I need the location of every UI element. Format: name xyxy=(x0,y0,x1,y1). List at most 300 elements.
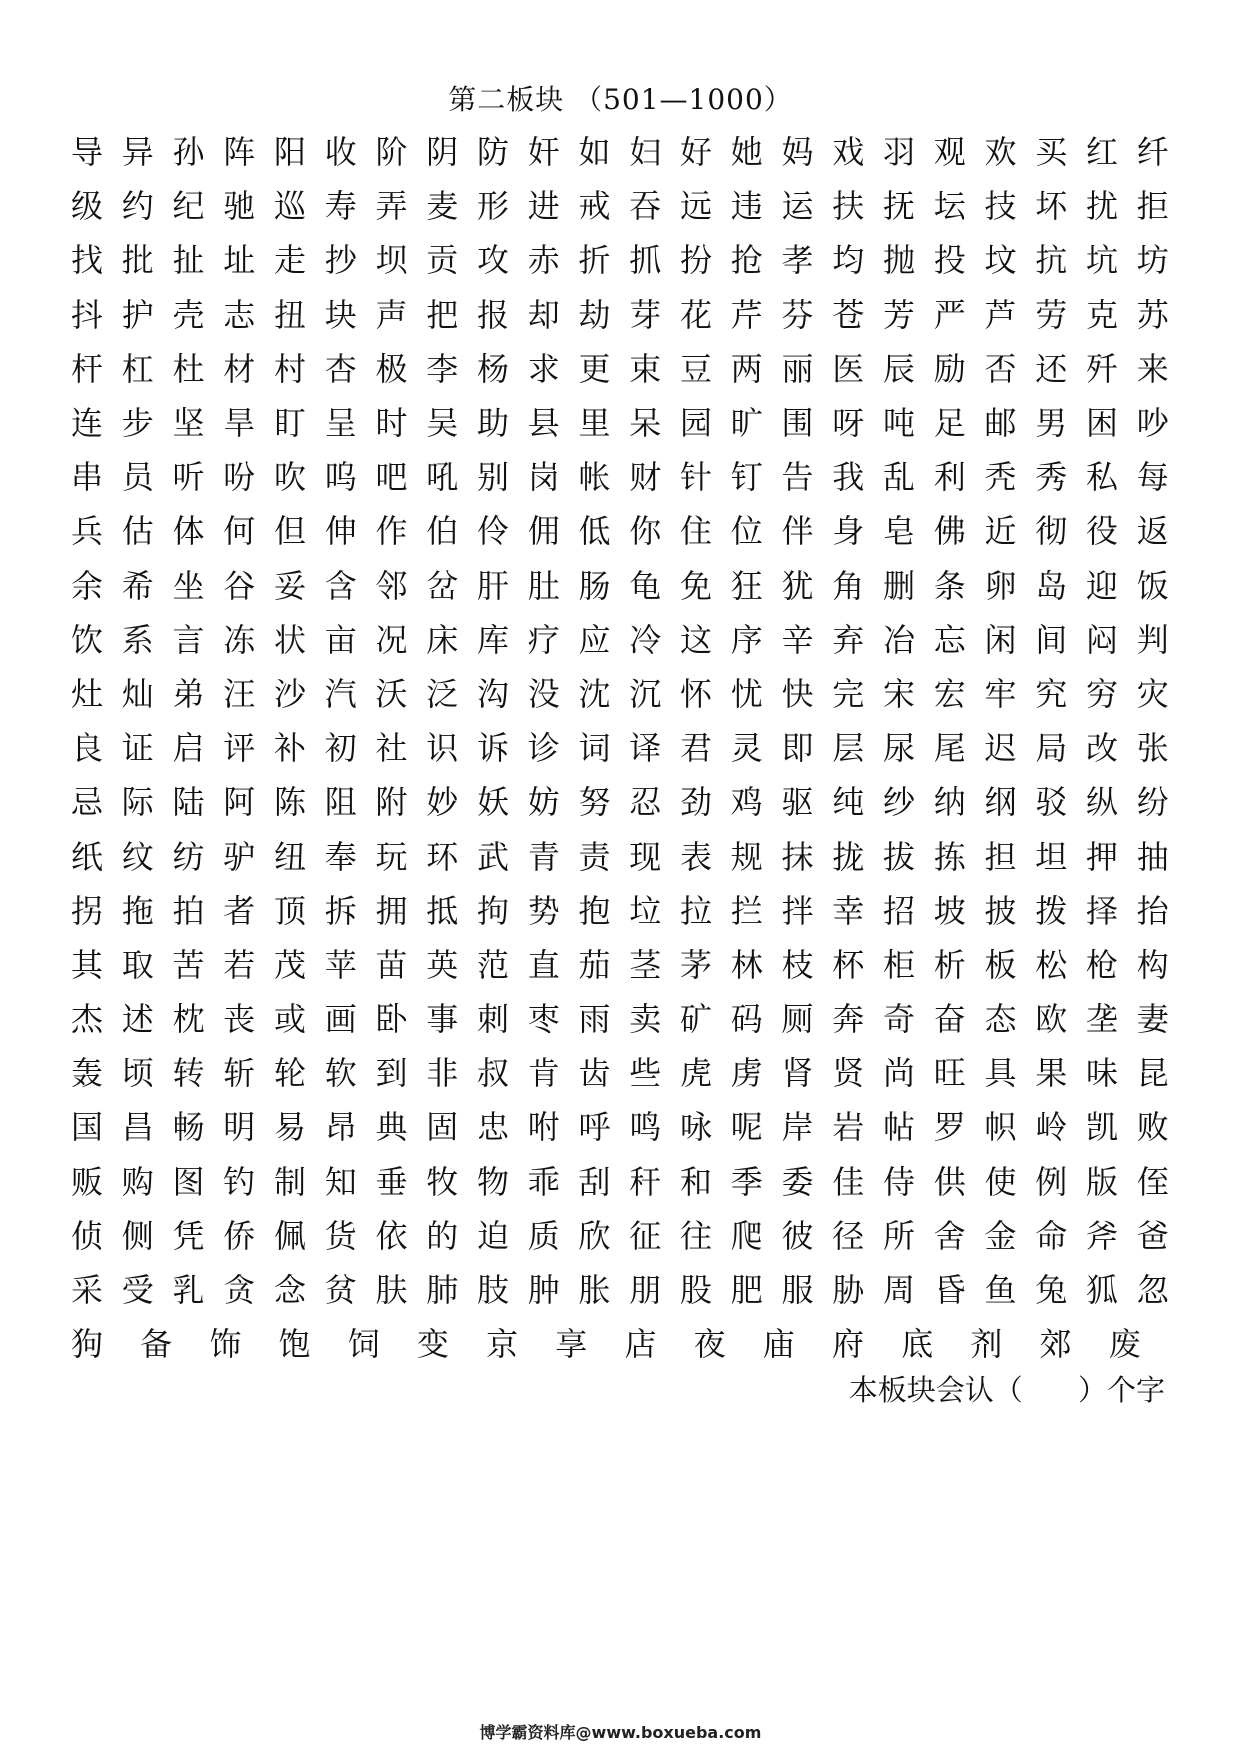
hanzi-char: 虏 xyxy=(730,1054,763,1093)
hanzi-char: 述 xyxy=(121,1000,154,1039)
hanzi-char: 昆 xyxy=(1136,1054,1169,1093)
hanzi-char: 招 xyxy=(882,891,915,930)
hanzi-char: 坚 xyxy=(172,404,205,443)
hanzi-char: 亩 xyxy=(324,620,357,659)
hanzi-char: 旱 xyxy=(223,404,256,443)
hanzi-char: 犹 xyxy=(781,566,814,605)
hanzi-char: 爬 xyxy=(730,1216,763,1255)
hanzi-char: 软 xyxy=(324,1054,357,1093)
hanzi-char: 极 xyxy=(375,349,408,388)
hanzi-char: 典 xyxy=(375,1108,408,1147)
hanzi-char: 歼 xyxy=(1085,349,1118,388)
hanzi-char: 伴 xyxy=(781,512,814,551)
hanzi-char: 茎 xyxy=(629,945,662,984)
hanzi-char: 纹 xyxy=(121,837,154,876)
hanzi-char: 朋 xyxy=(629,1271,662,1310)
hanzi-char: 拦 xyxy=(730,891,763,930)
hanzi-char: 泛 xyxy=(426,674,459,713)
hanzi-char: 呀 xyxy=(832,404,865,443)
hanzi-char: 疗 xyxy=(527,620,560,659)
character-row xyxy=(70,396,1170,450)
hanzi-char: 驱 xyxy=(781,783,814,822)
hanzi-char: 拔 xyxy=(882,837,915,876)
hanzi-char: 扶 xyxy=(832,187,865,226)
hanzi-char: 抄 xyxy=(324,241,357,280)
hanzi-char: 卖 xyxy=(629,1000,662,1039)
hanzi-char: 劳 xyxy=(1035,295,1068,334)
hanzi-char: 和 xyxy=(679,1162,712,1201)
hanzi-char: 体 xyxy=(172,512,205,551)
hanzi-char: 规 xyxy=(730,837,763,876)
hanzi-char: 抚 xyxy=(882,187,915,226)
hanzi-char: 杜 xyxy=(172,349,205,388)
hanzi-char: 驴 xyxy=(223,837,256,876)
hanzi-char: 枝 xyxy=(781,945,814,984)
hanzi-char: 观 xyxy=(933,133,966,172)
hanzi-char: 势 xyxy=(527,891,560,930)
hanzi-char: 辰 xyxy=(882,349,915,388)
hanzi-char: 货 xyxy=(324,1216,357,1255)
hanzi-char: 弄 xyxy=(375,187,408,226)
hanzi-char: 抓 xyxy=(629,241,662,280)
hanzi-char: 导 xyxy=(70,133,103,172)
hanzi-char: 肥 xyxy=(730,1271,763,1310)
hanzi-char: 例 xyxy=(1035,1162,1068,1201)
hanzi-char: 花 xyxy=(679,295,712,334)
hanzi-char: 折 xyxy=(578,241,611,280)
hanzi-char: 词 xyxy=(578,729,611,768)
hanzi-char: 呢 xyxy=(730,1108,763,1147)
hanzi-char: 命 xyxy=(1035,1216,1068,1255)
hanzi-char: 凯 xyxy=(1085,1108,1118,1147)
hanzi-char: 贤 xyxy=(832,1054,865,1093)
hanzi-char: 吼 xyxy=(426,458,459,497)
hanzi-char: 秆 xyxy=(629,1162,662,1201)
hanzi-char: 妈 xyxy=(781,133,814,172)
hanzi-char: 低 xyxy=(578,512,611,551)
hanzi-char: 欧 xyxy=(1035,1000,1068,1039)
hanzi-char: 欢 xyxy=(984,133,1017,172)
hanzi-char: 现 xyxy=(629,837,662,876)
hanzi-char: 林 xyxy=(730,945,763,984)
hanzi-char: 串 xyxy=(70,458,103,497)
hanzi-char: 估 xyxy=(121,512,154,551)
hanzi-char: 状 xyxy=(273,620,306,659)
watermark: 博学霸资料库@www.boxueba.com xyxy=(479,1723,762,1742)
hanzi-char: 征 xyxy=(629,1216,662,1255)
hanzi-char: 你 xyxy=(629,512,662,551)
hanzi-char: 没 xyxy=(527,674,560,713)
hanzi-char: 择 xyxy=(1085,891,1118,930)
character-row xyxy=(70,125,1170,179)
hanzi-char: 罗 xyxy=(933,1108,966,1147)
hanzi-char: 昌 xyxy=(121,1108,154,1147)
hanzi-char: 纺 xyxy=(172,837,205,876)
hanzi-char: 身 xyxy=(832,512,865,551)
hanzi-char: 构 xyxy=(1136,945,1169,984)
hanzi-char: 妇 xyxy=(629,133,662,172)
hanzi-char: 凭 xyxy=(172,1216,205,1255)
hanzi-char: 使 xyxy=(984,1162,1017,1201)
hanzi-char: 押 xyxy=(1085,837,1118,876)
hanzi-char: 序 xyxy=(730,620,763,659)
hanzi-char: 旷 xyxy=(730,404,763,443)
hanzi-char: 牢 xyxy=(984,674,1017,713)
hanzi-char: 纵 xyxy=(1085,783,1118,822)
hanzi-char: 忧 xyxy=(730,674,763,713)
hanzi-char: 制 xyxy=(273,1162,306,1201)
character-row xyxy=(70,504,1170,558)
hanzi-char: 丧 xyxy=(223,1000,256,1039)
hanzi-char: 告 xyxy=(781,458,814,497)
hanzi-char: 穷 xyxy=(1085,674,1118,713)
hanzi-char: 国 xyxy=(70,1108,103,1147)
hanzi-char: 免 xyxy=(679,566,712,605)
hanzi-char: 的 xyxy=(426,1216,459,1255)
hanzi-char: 其 xyxy=(70,945,103,984)
hanzi-char: 杆 xyxy=(70,349,103,388)
hanzi-char: 佣 xyxy=(527,512,560,551)
hanzi-char: 志 xyxy=(223,295,256,334)
hanzi-char: 购 xyxy=(121,1162,154,1201)
character-row xyxy=(70,1263,1170,1317)
hanzi-char: 肚 xyxy=(527,566,560,605)
hanzi-char: 译 xyxy=(629,729,662,768)
hanzi-char: 武 xyxy=(476,837,509,876)
hanzi-char: 含 xyxy=(324,566,357,605)
hanzi-char: 这 xyxy=(679,620,712,659)
hanzi-char: 灶 xyxy=(70,674,103,713)
character-grid xyxy=(70,125,1170,1371)
hanzi-char: 纱 xyxy=(882,783,915,822)
hanzi-char: 拖 xyxy=(121,891,154,930)
hanzi-char: 走 xyxy=(273,241,306,280)
hanzi-char: 连 xyxy=(70,404,103,443)
hanzi-char: 形 xyxy=(476,187,509,226)
hanzi-char: 应 xyxy=(578,620,611,659)
hanzi-char: 沉 xyxy=(629,674,662,713)
hanzi-char: 纸 xyxy=(70,837,103,876)
hanzi-char: 来 xyxy=(1136,349,1169,388)
hanzi-char: 杏 xyxy=(324,349,357,388)
page-title: 第二板块 （501—1000） xyxy=(448,83,793,116)
hanzi-char: 抽 xyxy=(1136,837,1169,876)
hanzi-char: 岔 xyxy=(426,566,459,605)
character-row xyxy=(70,667,1170,721)
hanzi-char: 扰 xyxy=(1085,187,1118,226)
hanzi-char: 苗 xyxy=(375,945,408,984)
hanzi-char: 变 xyxy=(416,1325,449,1364)
hanzi-char: 底 xyxy=(901,1325,934,1364)
hanzi-char: 受 xyxy=(121,1271,154,1310)
hanzi-char: 沃 xyxy=(375,674,408,713)
hanzi-char: 肢 xyxy=(476,1271,509,1310)
hanzi-char: 侨 xyxy=(223,1216,256,1255)
hanzi-char: 拘 xyxy=(476,891,509,930)
hanzi-char: 委 xyxy=(781,1162,814,1201)
hanzi-char: 鸣 xyxy=(629,1108,662,1147)
hanzi-char: 叔 xyxy=(476,1054,509,1093)
hanzi-char: 钉 xyxy=(730,458,763,497)
hanzi-char: 足 xyxy=(933,404,966,443)
character-row xyxy=(70,1317,1170,1371)
character-row xyxy=(70,1046,1170,1100)
hanzi-char: 阶 xyxy=(375,133,408,172)
hanzi-char: 位 xyxy=(730,512,763,551)
hanzi-char: 言 xyxy=(172,620,205,659)
hanzi-char: 拌 xyxy=(781,891,814,930)
hanzi-char: 龟 xyxy=(629,566,662,605)
hanzi-char: 快 xyxy=(781,674,814,713)
hanzi-char: 投 xyxy=(933,241,966,280)
hanzi-char: 咏 xyxy=(679,1108,712,1147)
hanzi-char: 咐 xyxy=(527,1108,560,1147)
hanzi-char: 吵 xyxy=(1136,404,1169,443)
hanzi-char: 劫 xyxy=(578,295,611,334)
hanzi-char: 垃 xyxy=(629,891,662,930)
hanzi-char: 拥 xyxy=(375,891,408,930)
hanzi-char: 识 xyxy=(426,729,459,768)
hanzi-char: 岭 xyxy=(1035,1108,1068,1147)
hanzi-char: 励 xyxy=(933,349,966,388)
hanzi-char: 远 xyxy=(679,187,712,226)
hanzi-char: 坛 xyxy=(933,187,966,226)
hanzi-char: 松 xyxy=(1035,945,1068,984)
hanzi-char: 饭 xyxy=(1136,566,1169,605)
hanzi-char: 约 xyxy=(121,187,154,226)
hanzi-char: 畅 xyxy=(172,1108,205,1147)
hanzi-char: 画 xyxy=(324,1000,357,1039)
hanzi-char: 证 xyxy=(121,729,154,768)
hanzi-char: 丽 xyxy=(781,349,814,388)
hanzi-char: 听 xyxy=(172,458,205,497)
hanzi-char: 驳 xyxy=(1035,783,1068,822)
hanzi-char: 员 xyxy=(121,458,154,497)
hanzi-char: 灿 xyxy=(121,674,154,713)
hanzi-char: 园 xyxy=(679,404,712,443)
hanzi-char: 防 xyxy=(476,133,509,172)
hanzi-char: 乱 xyxy=(882,458,915,497)
hanzi-char: 严 xyxy=(933,295,966,334)
hanzi-char: 刺 xyxy=(476,1000,509,1039)
hanzi-char: 枪 xyxy=(1085,945,1118,984)
hanzi-char: 戒 xyxy=(578,187,611,226)
hanzi-char: 沙 xyxy=(273,674,306,713)
hanzi-char: 迎 xyxy=(1085,566,1118,605)
hanzi-char: 秀 xyxy=(1035,458,1068,497)
hanzi-char: 明 xyxy=(223,1108,256,1147)
hanzi-char: 苦 xyxy=(172,945,205,984)
hanzi-char: 两 xyxy=(730,349,763,388)
hanzi-char: 沈 xyxy=(578,674,611,713)
hanzi-char: 角 xyxy=(832,566,865,605)
hanzi-char: 码 xyxy=(730,1000,763,1039)
hanzi-char: 依 xyxy=(375,1216,408,1255)
hanzi-char: 取 xyxy=(121,945,154,984)
hanzi-char: 岸 xyxy=(781,1108,814,1147)
hanzi-char: 邻 xyxy=(375,566,408,605)
hanzi-char: 版 xyxy=(1085,1162,1118,1201)
hanzi-char: 究 xyxy=(1035,674,1068,713)
hanzi-char: 妥 xyxy=(273,566,306,605)
hanzi-char: 辛 xyxy=(781,620,814,659)
character-row xyxy=(70,288,1170,342)
hanzi-char: 玩 xyxy=(375,837,408,876)
hanzi-char: 坊 xyxy=(1136,241,1169,280)
hanzi-char: 知 xyxy=(324,1162,357,1201)
hanzi-char: 妙 xyxy=(426,783,459,822)
hanzi-char: 初 xyxy=(324,729,357,768)
hanzi-char: 呈 xyxy=(324,404,357,443)
hanzi-char: 抢 xyxy=(730,241,763,280)
hanzi-char: 柜 xyxy=(882,945,915,984)
hanzi-char: 表 xyxy=(679,837,712,876)
hanzi-char: 纲 xyxy=(984,783,1017,822)
hanzi-char: 君 xyxy=(679,729,712,768)
recognized-count-note: 本板块会认（ ）个字 xyxy=(848,1373,1165,1407)
hanzi-char: 拣 xyxy=(933,837,966,876)
hanzi-char: 钓 xyxy=(223,1162,256,1201)
hanzi-char: 利 xyxy=(933,458,966,497)
hanzi-char: 昏 xyxy=(933,1271,966,1310)
hanzi-char: 坐 xyxy=(172,566,205,605)
hanzi-char: 抱 xyxy=(578,891,611,930)
hanzi-char: 近 xyxy=(984,512,1017,551)
hanzi-char: 舍 xyxy=(933,1216,966,1255)
hanzi-char: 担 xyxy=(984,837,1017,876)
hanzi-char: 英 xyxy=(426,945,459,984)
hanzi-char: 帜 xyxy=(984,1108,1017,1147)
hanzi-char: 鱼 xyxy=(984,1271,1017,1310)
hanzi-char: 冶 xyxy=(882,620,915,659)
hanzi-char: 采 xyxy=(70,1271,103,1310)
hanzi-char: 昂 xyxy=(324,1108,357,1147)
hanzi-char: 兔 xyxy=(1035,1271,1068,1310)
hanzi-char: 芹 xyxy=(730,295,763,334)
character-row xyxy=(70,1155,1170,1209)
hanzi-char: 兵 xyxy=(70,512,103,551)
hanzi-char: 板 xyxy=(984,945,1017,984)
hanzi-char: 条 xyxy=(933,566,966,605)
hanzi-char: 陆 xyxy=(172,783,205,822)
hanzi-char: 怀 xyxy=(679,674,712,713)
hanzi-char: 呜 xyxy=(324,458,357,497)
hanzi-char: 矿 xyxy=(679,1000,712,1039)
hanzi-char: 财 xyxy=(629,458,662,497)
hanzi-char: 宏 xyxy=(933,674,966,713)
hanzi-char: 闷 xyxy=(1085,620,1118,659)
hanzi-char: 尿 xyxy=(882,729,915,768)
hanzi-char: 求 xyxy=(527,349,560,388)
hanzi-char: 冻 xyxy=(223,620,256,659)
hanzi-char: 卵 xyxy=(984,566,1017,605)
hanzi-char: 奋 xyxy=(933,1000,966,1039)
hanzi-char: 麦 xyxy=(426,187,459,226)
hanzi-char: 坡 xyxy=(933,891,966,930)
hanzi-char: 青 xyxy=(527,837,560,876)
hanzi-char: 欣 xyxy=(578,1216,611,1255)
hanzi-char: 杨 xyxy=(476,349,509,388)
hanzi-char: 纷 xyxy=(1136,783,1169,822)
hanzi-char: 余 xyxy=(70,566,103,605)
hanzi-char: 饲 xyxy=(347,1325,380,1364)
hanzi-char: 谷 xyxy=(223,566,256,605)
hanzi-char: 驰 xyxy=(223,187,256,226)
hanzi-char: 弟 xyxy=(172,674,205,713)
hanzi-char: 李 xyxy=(426,349,459,388)
hanzi-char: 鸡 xyxy=(730,783,763,822)
hanzi-char: 针 xyxy=(679,458,712,497)
hanzi-char: 贪 xyxy=(223,1271,256,1310)
hanzi-char: 每 xyxy=(1136,458,1169,497)
hanzi-char: 秃 xyxy=(984,458,1017,497)
hanzi-char: 虎 xyxy=(679,1054,712,1093)
hanzi-char: 胀 xyxy=(578,1271,611,1310)
hanzi-char: 供 xyxy=(933,1162,966,1201)
hanzi-char: 杠 xyxy=(121,349,154,388)
hanzi-char: 茄 xyxy=(578,945,611,984)
hanzi-char: 她 xyxy=(730,133,763,172)
hanzi-char: 念 xyxy=(273,1271,306,1310)
hanzi-char: 豆 xyxy=(679,349,712,388)
hanzi-char: 些 xyxy=(629,1054,662,1093)
character-row xyxy=(70,721,1170,775)
hanzi-char: 狂 xyxy=(730,566,763,605)
hanzi-char: 拉 xyxy=(679,891,712,930)
hanzi-char: 幸 xyxy=(832,891,865,930)
hanzi-char: 灾 xyxy=(1136,674,1169,713)
hanzi-char: 贫 xyxy=(324,1271,357,1310)
hanzi-char: 饱 xyxy=(278,1325,311,1364)
hanzi-char: 非 xyxy=(426,1054,459,1093)
hanzi-char: 府 xyxy=(832,1325,865,1364)
hanzi-char: 孝 xyxy=(781,241,814,280)
hanzi-char: 吞 xyxy=(629,187,662,226)
hanzi-char: 若 xyxy=(223,945,256,984)
hanzi-char: 局 xyxy=(1035,729,1068,768)
hanzi-char: 补 xyxy=(273,729,306,768)
hanzi-char: 直 xyxy=(527,945,560,984)
hanzi-char: 抗 xyxy=(1035,241,1068,280)
hanzi-char: 阴 xyxy=(426,133,459,172)
character-row xyxy=(70,613,1170,667)
hanzi-char: 坑 xyxy=(1085,241,1118,280)
hanzi-char: 启 xyxy=(172,729,205,768)
hanzi-char: 陈 xyxy=(273,783,306,822)
hanzi-char: 进 xyxy=(527,187,560,226)
hanzi-char: 把 xyxy=(426,295,459,334)
hanzi-char: 侄 xyxy=(1136,1162,1169,1201)
hanzi-char: 却 xyxy=(527,295,560,334)
hanzi-char: 者 xyxy=(223,891,256,930)
hanzi-char: 扭 xyxy=(273,295,306,334)
hanzi-char: 坦 xyxy=(1035,837,1068,876)
hanzi-char: 杰 xyxy=(70,1000,103,1039)
hanzi-char: 贡 xyxy=(426,241,459,280)
hanzi-char: 况 xyxy=(375,620,408,659)
hanzi-char: 我 xyxy=(832,458,865,497)
hanzi-char: 伸 xyxy=(324,512,357,551)
hanzi-char: 医 xyxy=(832,349,865,388)
hanzi-char: 刮 xyxy=(578,1162,611,1201)
hanzi-char: 肝 xyxy=(476,566,509,605)
hanzi-char: 析 xyxy=(933,945,966,984)
hanzi-char: 厕 xyxy=(781,1000,814,1039)
hanzi-char: 坟 xyxy=(984,241,1017,280)
hanzi-char: 找 xyxy=(70,241,103,280)
hanzi-char: 纳 xyxy=(933,783,966,822)
hanzi-char: 质 xyxy=(527,1216,560,1255)
